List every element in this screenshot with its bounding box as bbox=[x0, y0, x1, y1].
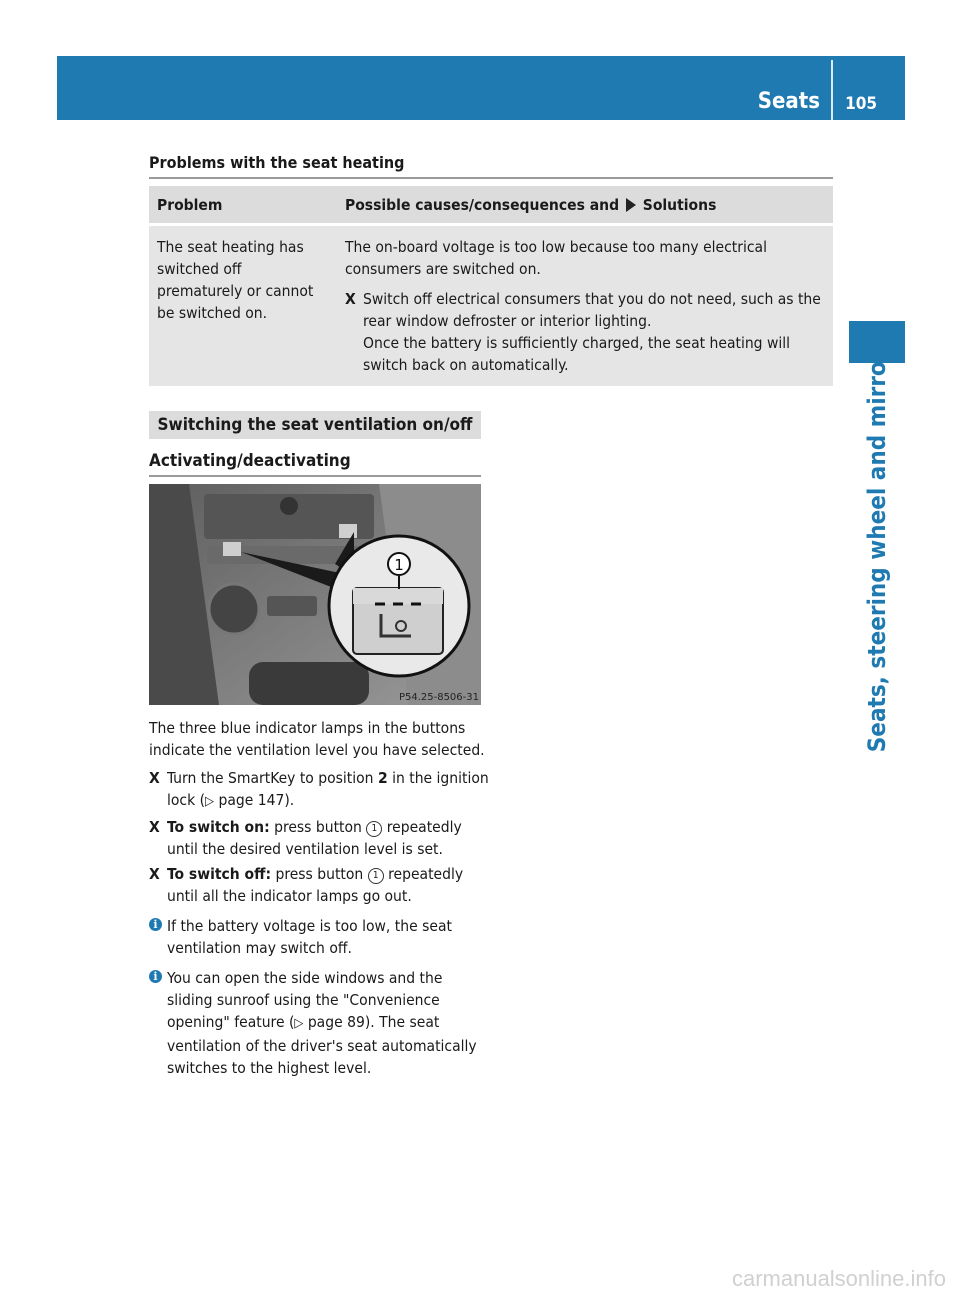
step-mark-icon: X bbox=[149, 769, 160, 787]
note1-text: If the battery voltage is too low, the seat ventilation may switch off. bbox=[167, 917, 452, 957]
photo-code: P54.25-8506-31 bbox=[398, 692, 479, 703]
step2-text-a: press button bbox=[274, 818, 362, 836]
step3-text-a: press button bbox=[275, 865, 364, 883]
seat-ventilation-photo bbox=[149, 484, 481, 705]
step2-text-b: repeatedly until the desired ventilation level is set. bbox=[167, 818, 462, 858]
console-illustration bbox=[149, 484, 481, 705]
page-number: 105 bbox=[845, 94, 877, 114]
page-ref-icon: ▷ bbox=[294, 1016, 304, 1031]
step-switch-off bbox=[149, 863, 489, 907]
header-solutions-text: Solutions bbox=[642, 196, 717, 214]
step1-position: 2 bbox=[377, 769, 388, 787]
solution-step-text: Switch off electrical consumers that you do not need, such as the rear window defroster or interior lighting. bbox=[363, 290, 821, 330]
cause-text: The on-board voltage is too low because too many electrical consumers are switched on. bbox=[345, 238, 767, 278]
page-ref-icon: ▷ bbox=[205, 794, 215, 809]
button-number-icon: 1 bbox=[368, 868, 384, 884]
page-header-bar bbox=[57, 56, 905, 120]
photo-callout-number: 1 bbox=[394, 556, 404, 574]
note2-page-link[interactable]: page 89). The seat ventilation of the driver's seat automatically switches to the highest level. bbox=[167, 1013, 477, 1077]
step3-label: To switch off: bbox=[167, 865, 272, 883]
step-mark-icon: X bbox=[345, 290, 356, 308]
problems-table bbox=[149, 186, 833, 386]
header-divider bbox=[831, 60, 833, 120]
button-number-icon: 1 bbox=[366, 821, 382, 837]
step1-text-a: Turn the SmartKey to position bbox=[167, 769, 374, 787]
step-switch-on bbox=[149, 816, 489, 860]
ventilation-heading: Switching the seat ventilation on/off bbox=[149, 411, 481, 439]
header-problem: Problem bbox=[149, 186, 337, 223]
causes-cell bbox=[337, 226, 833, 386]
problems-heading: Problems with the seat heating bbox=[149, 153, 833, 179]
section-title: Seats bbox=[757, 89, 820, 114]
step2-label: To switch on: bbox=[167, 818, 270, 836]
table-header-row bbox=[149, 186, 833, 223]
header-causes bbox=[337, 186, 833, 223]
step-smartkey bbox=[149, 767, 489, 813]
solution-arrow-icon bbox=[626, 198, 636, 212]
ventilation-body bbox=[149, 717, 489, 1085]
note2-text-a: You can open the side windows and the sliding sunroof using the "Convenience opening" feature ( bbox=[167, 969, 443, 1031]
step3-text-b: repeatedly until all the indicator lamps go out. bbox=[167, 865, 464, 905]
solution-step-cont: Once the battery is sufficiently charged, the seat heating will switch back on automatically. bbox=[363, 334, 790, 374]
step-mark-icon: X bbox=[149, 865, 160, 883]
intro-text: The three blue indicator lamps in the buttons indicate the ventilation level you have selected. bbox=[149, 719, 485, 759]
ventilation-subheading: Activating/deactivating bbox=[149, 451, 481, 477]
info-icon: i bbox=[149, 918, 162, 931]
table-row bbox=[149, 226, 833, 386]
note-convenience bbox=[149, 967, 489, 1079]
footer-watermark: carmanualsonline.info bbox=[731, 1266, 946, 1291]
problem-cell: The seat heating has switched off prematurely or cannot be switched on. bbox=[149, 226, 337, 386]
step1-text-c: in the ignition lock ( bbox=[167, 769, 489, 809]
step1-page-link[interactable]: page 147). bbox=[218, 791, 295, 809]
header-causes-text: Possible causes/consequences and bbox=[345, 196, 620, 214]
info-icon: i bbox=[149, 970, 162, 983]
chapter-side-label: Seats, steering wheel and mirrors bbox=[863, 337, 891, 753]
note-battery bbox=[149, 915, 489, 959]
step-mark-icon: X bbox=[149, 818, 160, 836]
solution-step bbox=[345, 288, 825, 376]
